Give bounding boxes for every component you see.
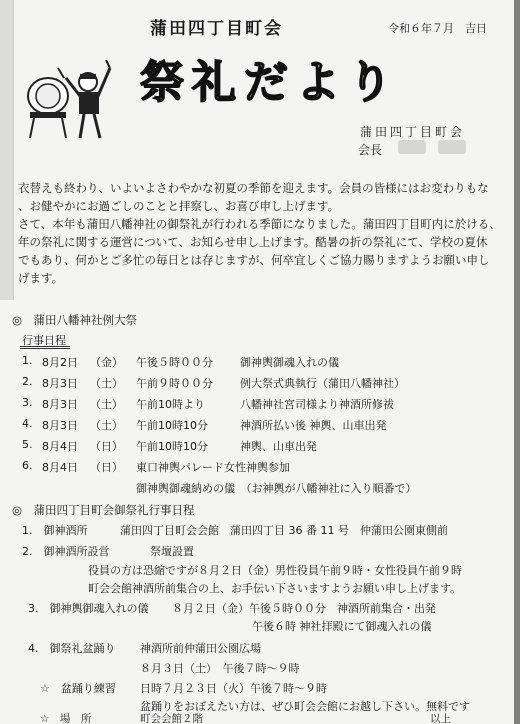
schedule-no: 1. xyxy=(22,354,33,367)
schedule-event: 東口神輿パレード女性神輿参加 xyxy=(136,461,290,474)
place-text: 町会会館２階 xyxy=(140,713,203,724)
schedule-day: （土） xyxy=(90,377,123,390)
item2-detail: 役員の方は恐縮ですが８月２日（金）男性役員午前９時・女性役員午前９時 xyxy=(88,564,462,577)
schedule-day: （日） xyxy=(90,440,123,453)
greeting-line: げます。 xyxy=(18,271,64,285)
item2-detail: 町会会館神酒所前集合の上、お手伝い下さいますようお願い申し上げます。 xyxy=(88,582,462,595)
schedule-day: （土） xyxy=(90,398,123,411)
schedule-time: 午前10時10分 xyxy=(136,419,208,432)
redacted-name xyxy=(398,140,426,154)
schedule-event: 神輿、山車出発 xyxy=(240,440,317,453)
schedule-no: 6. xyxy=(22,459,33,472)
item4-place: 神酒所前仲蒲田公園広場 xyxy=(140,642,261,655)
section2-heading: ◎ 蒲田四丁目町会御祭礼行事日程 xyxy=(12,503,195,517)
schedule-date: 8月4日 xyxy=(42,461,78,474)
sender-role: 会長 xyxy=(358,143,383,157)
schedule-day: （金） xyxy=(90,356,123,369)
schedule-date: 8月3日 xyxy=(42,377,78,390)
greeting-line: 衣替えも終わり、いよいよさわやかな初夏の季節を迎えます。会員の皆様にはお変わりもな xyxy=(18,181,489,195)
item3-text: ８月２日（金）午後５時００分 神酒所前集合・出発 xyxy=(172,602,436,615)
redacted-name xyxy=(438,140,466,154)
greeting-line: でもあり、何かとご多忙の毎日とは存じますが、何卒宜しくご協力賜りますようお願い申し xyxy=(18,253,490,267)
schedule-time: 午前10時より xyxy=(136,398,205,411)
main-title: 祭礼だより xyxy=(140,57,400,108)
item3-label: 3. 御神輿御魂入れの儀 xyxy=(28,602,149,615)
greeting-line: 、お健やかにお過ごしのことと拝察し、お喜び申し上げます。 xyxy=(18,199,340,213)
schedule-no: 3. xyxy=(22,396,33,409)
greeting-line: さて、本年も蒲田八幡神社の御祭礼が行われる季節になりました。蒲田四丁目町内に於ける、 xyxy=(18,217,501,231)
schedule-time: 午前９時００分 xyxy=(136,377,213,390)
practice-time: 日時７月２３日（火）午後７時～９時 xyxy=(140,682,327,695)
item1-label: 1. 御神酒所 xyxy=(22,524,88,537)
schedule-no: 2. xyxy=(22,375,33,388)
schedule-date: 8月2日 xyxy=(42,356,78,369)
item3-text2: 午後６時 神社拝殿にて御魂入れの儀 xyxy=(252,620,432,633)
practice-label: ☆ 盆踊り練習 xyxy=(40,682,116,695)
place-label: ☆ 場 所 xyxy=(40,713,92,724)
schedule-event: 御神輿御魂入れの儀 xyxy=(240,356,339,369)
schedule-no: 4. xyxy=(22,417,33,430)
underline xyxy=(20,346,70,349)
item2-text: 祭壇設置 xyxy=(150,545,194,558)
issue-date: 令和６年７月 吉日 xyxy=(388,22,487,35)
schedule-day: （土） xyxy=(90,419,123,432)
schedule-date: 8月3日 xyxy=(42,398,78,411)
paper-edge xyxy=(0,0,14,300)
schedule-time: 午前10時10分 xyxy=(136,440,208,453)
schedule-day: （日） xyxy=(90,461,123,474)
section1-subheading: 行事日程 xyxy=(22,334,66,347)
item1-text: 蒲田四丁目町会会館 蒲田四丁目 36 番 11 号 仲蒲田公園東側前 xyxy=(120,524,448,537)
schedule-event: 例大祭式典執行（蒲田八幡神社） xyxy=(240,377,405,390)
schedule-no: 5. xyxy=(22,438,33,451)
sender-org: 蒲田四丁目町会 xyxy=(360,125,466,139)
org-title: 蒲田四丁目町会 xyxy=(150,19,283,39)
schedule-event: 八幡神社宮司様より神酒所修祓 xyxy=(240,398,394,411)
page-shadow xyxy=(514,0,520,724)
greeting-line: 年の祭礼に関する運営について、お知らせ申し上げます。酷暑の折の祭礼にて、学校の夏休 xyxy=(18,235,488,249)
section1-heading: ◎ 蒲田八幡神社例大祭 xyxy=(12,313,138,327)
drummer-illustration xyxy=(22,60,122,142)
item2-label: 2. 御神酒所設営 xyxy=(22,545,110,558)
schedule-event: 神酒所払い後 神輿、山車出発 xyxy=(240,419,387,432)
schedule-date: 8月3日 xyxy=(42,419,78,432)
item4-label: 4. 御祭礼盆踊り xyxy=(28,642,116,655)
closing-text: 以上 xyxy=(430,713,451,724)
schedule-event-extra: 御神輿御魂納めの儀 （お神輿が八幡神社に入り順番で） xyxy=(136,482,417,495)
practice-note: 盆踊りをおぼえたい方は、ぜひ町会会館にお越し下さい。無料です xyxy=(140,700,470,713)
item4-time: ８月３日（土） 午後７時～９時 xyxy=(140,662,300,675)
schedule-date: 8月4日 xyxy=(42,440,78,453)
schedule-time: 午後５時００分 xyxy=(136,356,213,369)
